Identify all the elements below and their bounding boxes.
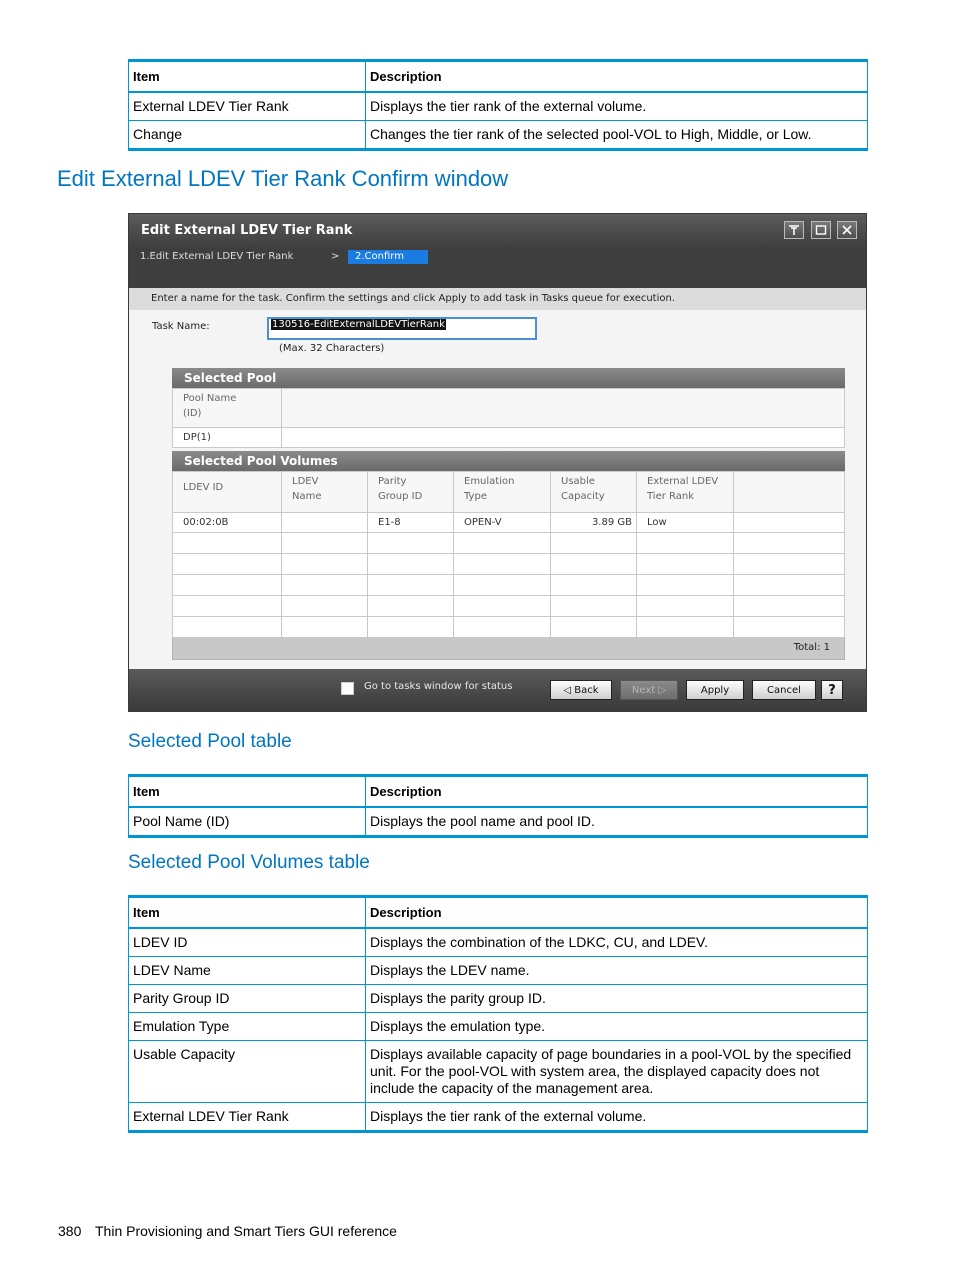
empty-row (173, 533, 845, 554)
table-row (129, 985, 868, 1013)
go-to-tasks-checkbox[interactable] (341, 682, 354, 695)
table-cell-item: Usable Capacity (129, 1041, 366, 1103)
maximize-icon[interactable] (811, 221, 831, 239)
dialog-title: Edit External LDEV Tier Rank (141, 223, 353, 238)
task-name-label: Task Name: (152, 321, 210, 332)
selected-pool-grid (172, 388, 845, 448)
task-name-hint: (Max. 32 Characters) (279, 343, 385, 354)
column-header-description: Description (366, 776, 868, 808)
selected-pool-volumes-description-table (128, 895, 868, 1133)
empty-row (173, 554, 845, 575)
wizard-steps (129, 248, 866, 288)
pool-filler-cell (282, 428, 845, 448)
column-ldev-id[interactable]: LDEV ID (173, 472, 282, 513)
table-header-row (129, 61, 868, 93)
page-footer (58, 1223, 397, 1239)
column-header-item: Item (129, 776, 366, 808)
close-icon[interactable] (837, 221, 857, 239)
table-cell-description: Displays the LDEV name. (366, 957, 868, 985)
cell-external-ldev-tier-rank: Low (637, 513, 734, 533)
cell-filler (734, 513, 845, 533)
help-button[interactable]: ? (821, 680, 843, 700)
section-title: Edit External LDEV Tier Rank Confirm window (57, 166, 509, 191)
cell-usable-capacity: 3.89 GB (551, 513, 637, 533)
table-row (129, 92, 868, 121)
table-cell-description: Displays the tier rank of the external volume. (366, 1103, 868, 1132)
table-header-row (129, 776, 868, 808)
table-row[interactable] (173, 513, 845, 533)
cell-ldev-name (282, 513, 368, 533)
go-to-tasks-label: Go to tasks window for status (364, 681, 513, 692)
selected-pool-volumes-grid (172, 471, 845, 638)
column-header-item: Item (129, 61, 366, 93)
volumes-footer (172, 638, 845, 660)
instruction-text: Enter a name for the task. Confirm the settings and click Apply to add task in Tasks queue for execution. (129, 288, 866, 310)
table-row (129, 928, 868, 957)
pool-name-column[interactable]: Pool Name (ID) (173, 389, 282, 428)
table-cell-description: Displays available capacity of page boundaries in a pool-VOL by the specified unit. For the pool-VOL with system area, the displayed capacity does not include the capacity of the management area. (366, 1041, 868, 1103)
selected-pool-volumes-panel (172, 451, 845, 660)
cell-parity-group-id: E1-8 (368, 513, 454, 533)
edit-tier-rank-confirm-dialog (128, 213, 867, 712)
step-edit: 1.Edit External LDEV Tier Rank (140, 251, 294, 262)
column-usable-capacity[interactable]: Usable Capacity (551, 472, 637, 513)
dialog-button-bar (129, 669, 866, 711)
next-button[interactable]: Next ▷ (620, 680, 678, 700)
column-external-ldev-tier-rank[interactable]: External LDEV Tier Rank (637, 472, 734, 513)
empty-row (173, 575, 845, 596)
footer-text: Thin Provisioning and Smart Tiers GUI reference (95, 1223, 397, 1239)
cell-emulation-type: OPEN-V (454, 513, 551, 533)
column-emulation-type[interactable]: Emulation Type (454, 472, 551, 513)
table-cell-item: LDEV Name (129, 957, 366, 985)
table-cell-item: External LDEV Tier Rank (129, 1103, 366, 1132)
selected-pool-volumes-header: Selected Pool Volumes (172, 451, 845, 471)
table-cell-description: Changes the tier rank of the selected pool-VOL to High, Middle, or Low. (366, 121, 868, 150)
table-row (129, 1041, 868, 1103)
column-header-description: Description (366, 61, 868, 93)
empty-row (173, 596, 845, 617)
table-row[interactable] (173, 428, 845, 448)
pool-filler-column (282, 389, 845, 428)
pin-icon[interactable] (784, 221, 804, 239)
pool-name-cell: DP(1) (173, 428, 282, 448)
column-filler (734, 472, 845, 513)
selected-pool-header: Selected Pool (172, 368, 845, 388)
step-separator: > (331, 251, 340, 262)
cancel-button[interactable]: Cancel (752, 680, 816, 700)
column-parity-group-id[interactable]: Parity Group ID (368, 472, 454, 513)
table-row (129, 957, 868, 985)
table-cell-description: Displays the tier rank of the external volume. (366, 92, 868, 121)
empty-row (173, 617, 845, 638)
apply-button[interactable]: Apply (686, 680, 744, 700)
total-count: Total: 1 (793, 642, 830, 653)
column-header-description: Description (366, 897, 868, 929)
table-row (129, 121, 868, 150)
back-button[interactable]: ◁ Back (550, 680, 612, 700)
dialog-titlebar (129, 214, 866, 248)
table-cell-item: Pool Name (ID) (129, 807, 366, 837)
cell-ldev-id: 00:02:0B (173, 513, 282, 533)
selected-pool-volumes-table-title: Selected Pool Volumes table (128, 852, 370, 873)
table-cell-description: Displays the pool name and pool ID. (366, 807, 868, 837)
column-ldev-name[interactable]: LDEV Name (282, 472, 368, 513)
table-cell-item: Change (129, 121, 366, 150)
step-confirm-active: 2.Confirm (348, 250, 428, 264)
table-cell-item: Emulation Type (129, 1013, 366, 1041)
table-cell-item: External LDEV Tier Rank (129, 92, 366, 121)
table-cell-item: Parity Group ID (129, 985, 366, 1013)
table-row (129, 1103, 868, 1132)
table-cell-description: Displays the emulation type. (366, 1013, 868, 1041)
task-name-value: 130516-EditExternalLDEVTierRank (272, 319, 445, 330)
table-cell-description: Displays the parity group ID. (366, 985, 868, 1013)
column-header-item: Item (129, 897, 366, 929)
selected-pool-table-title: Selected Pool table (128, 731, 292, 752)
selected-pool-description-table (128, 774, 868, 838)
selected-pool-panel (172, 368, 845, 448)
top-description-table (128, 59, 868, 151)
table-row (129, 1013, 868, 1041)
table-cell-description: Displays the combination of the LDKC, CU, and LDEV. (366, 928, 868, 957)
table-header-row (129, 897, 868, 929)
table-cell-item: LDEV ID (129, 928, 366, 957)
table-row (129, 807, 868, 837)
page-number: 380 (58, 1223, 82, 1239)
task-name-input[interactable] (267, 317, 537, 340)
